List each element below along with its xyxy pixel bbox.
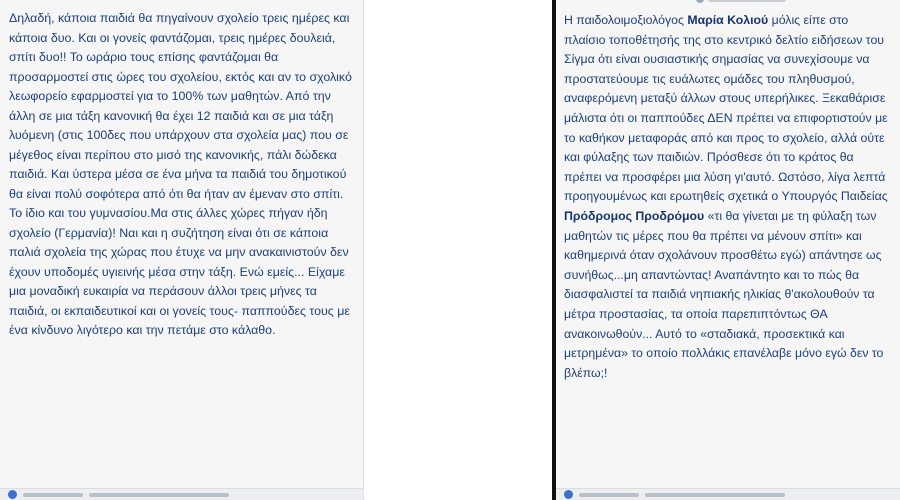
globe-icon: [696, 0, 704, 3]
left-post-text: Δηλαδή, κάποια παιδιά θα πηγαίνουν σχολείο τρεις ημέρες και κάποια δυο. Και οι γονείς φαντάζομαι, τρεις ημέρες δουλειά, σπίτι δυο!! Το ωράριο τους επίσης φαντάζομαι θα προσαρμοστεί στις ώρες του σχολείου, εκτός και αν το σχολικό λεωφορείο εφαρμοστεί για το 100% των μαθητών. Από την άλλη σε μια τάξη κανονική θα έχει 12 παιδιά και σε μια τάξη λυόμενη (στις 100δες που υπάρχουν στα σχολεία μας) που σε μέγεθος είναι περίπου στο μισό της κανονικής, πάλι δώδεκα παιδιά. Και ύστερα μέσα σε ένα μήνα τα παιδιά του δημοτικού θα είναι πολύ σοφότερα από ότι θα ήταν αν έμεναν στο σπίτι. Το ίδιο και του γυμνασίου.Μα στις άλλες χώρες πήγαν ήδη σχολείο (Γερμανία)! Ναι και η συζήτηση είναι ότι σε κάποια παλιά σχολεία της χώρας που έτυχε να μην ανακαινιστούν δεν έχουν υποδομές υγιεινής μέσα στην τάξη. Ενώ εμείς... Είχαμε μια μοναδική ευκαιρία να περάσουν άλλοι τρεις μήνες τα παιδιά, οι εκπαιδευτικοί και οι γονείς τους- παππούδες τους με ένα κίνδυνο λιγότερο και την πετάμε στο κάλαθο.: [9, 11, 352, 337]
like-icon[interactable]: [8, 490, 17, 499]
comment-summary: [645, 493, 785, 497]
reaction-summary: [579, 493, 639, 497]
comment-summary: [89, 493, 229, 497]
person-name-prodromou: Πρόδρομος Προδρόμου: [564, 208, 705, 223]
post-timestamp: [708, 0, 786, 2]
reaction-summary: [23, 493, 83, 497]
right-post-body-2: «τι θα γίνεται με τη φύλαξη των μαθητών τις μέρες που θα πρέπει να μένουν σπίτι» και καθημερινά όταν σχολάνουν προσθέτω εγώ) απάντησε ως συνήθως...μη απαντώντας! Αναπάντητο και το πώς θα διασφαλιστεί τα παιδιά νηπιακής ηλικίας θ'ακολουθούν τα μέτρα προστασίας, τα οποία παρεπιπτόντως ΘΑ ανακοινωθούν... Αυτό το «σταδιακά, προσεκτικά και μετρημένα» το οποίο πολλάκις επανέλαβε μόνο εγώ δεν το βλέπω;!: [564, 208, 884, 380]
right-post-text: [564, 11, 892, 383]
right-post-intro: Η παιδολοιμοξιολόγος: [564, 13, 688, 27]
post-header: [696, 0, 786, 4]
left-post-panel: [0, 0, 364, 500]
person-name-koliou: Μαρία Κολιού: [687, 13, 769, 27]
right-post-body-1: μόλις είπε στο πλαίσιο τοποθέτησής της στο κεντρικό δελτίο ειδήσεων του Σίγμα ότι είναι ουσιαστικής σημασίας να συνεχίσουμε να προστατεύουμε τις ευάλωτες ομάδες του πληθυσμού, αναφερόμενη μεταξύ άλλων στους υπερήλικες. Ξεκαθάρισε μάλιστα ότι οι παππούδες ΔΕΝ πρέπει να επιφορτιστούν με το καθήκον μεταφοράς από και προς το σχολείο, αλλά ούτε και φύλαξης των παιδιών. Πρόσθεσε ότι το κράτος θα πρέπει να προσφέρει μια λύση γι'αυτό. Ωστόσο, λίγα λεπτά προηγουμένως και ερωτηθείς σχετικά ο Υπουργός Παιδείας: [564, 13, 888, 204]
right-post-footer[interactable]: [556, 488, 900, 500]
like-icon[interactable]: [564, 490, 573, 499]
right-post-panel: [552, 0, 900, 500]
left-post-footer[interactable]: [0, 488, 363, 500]
